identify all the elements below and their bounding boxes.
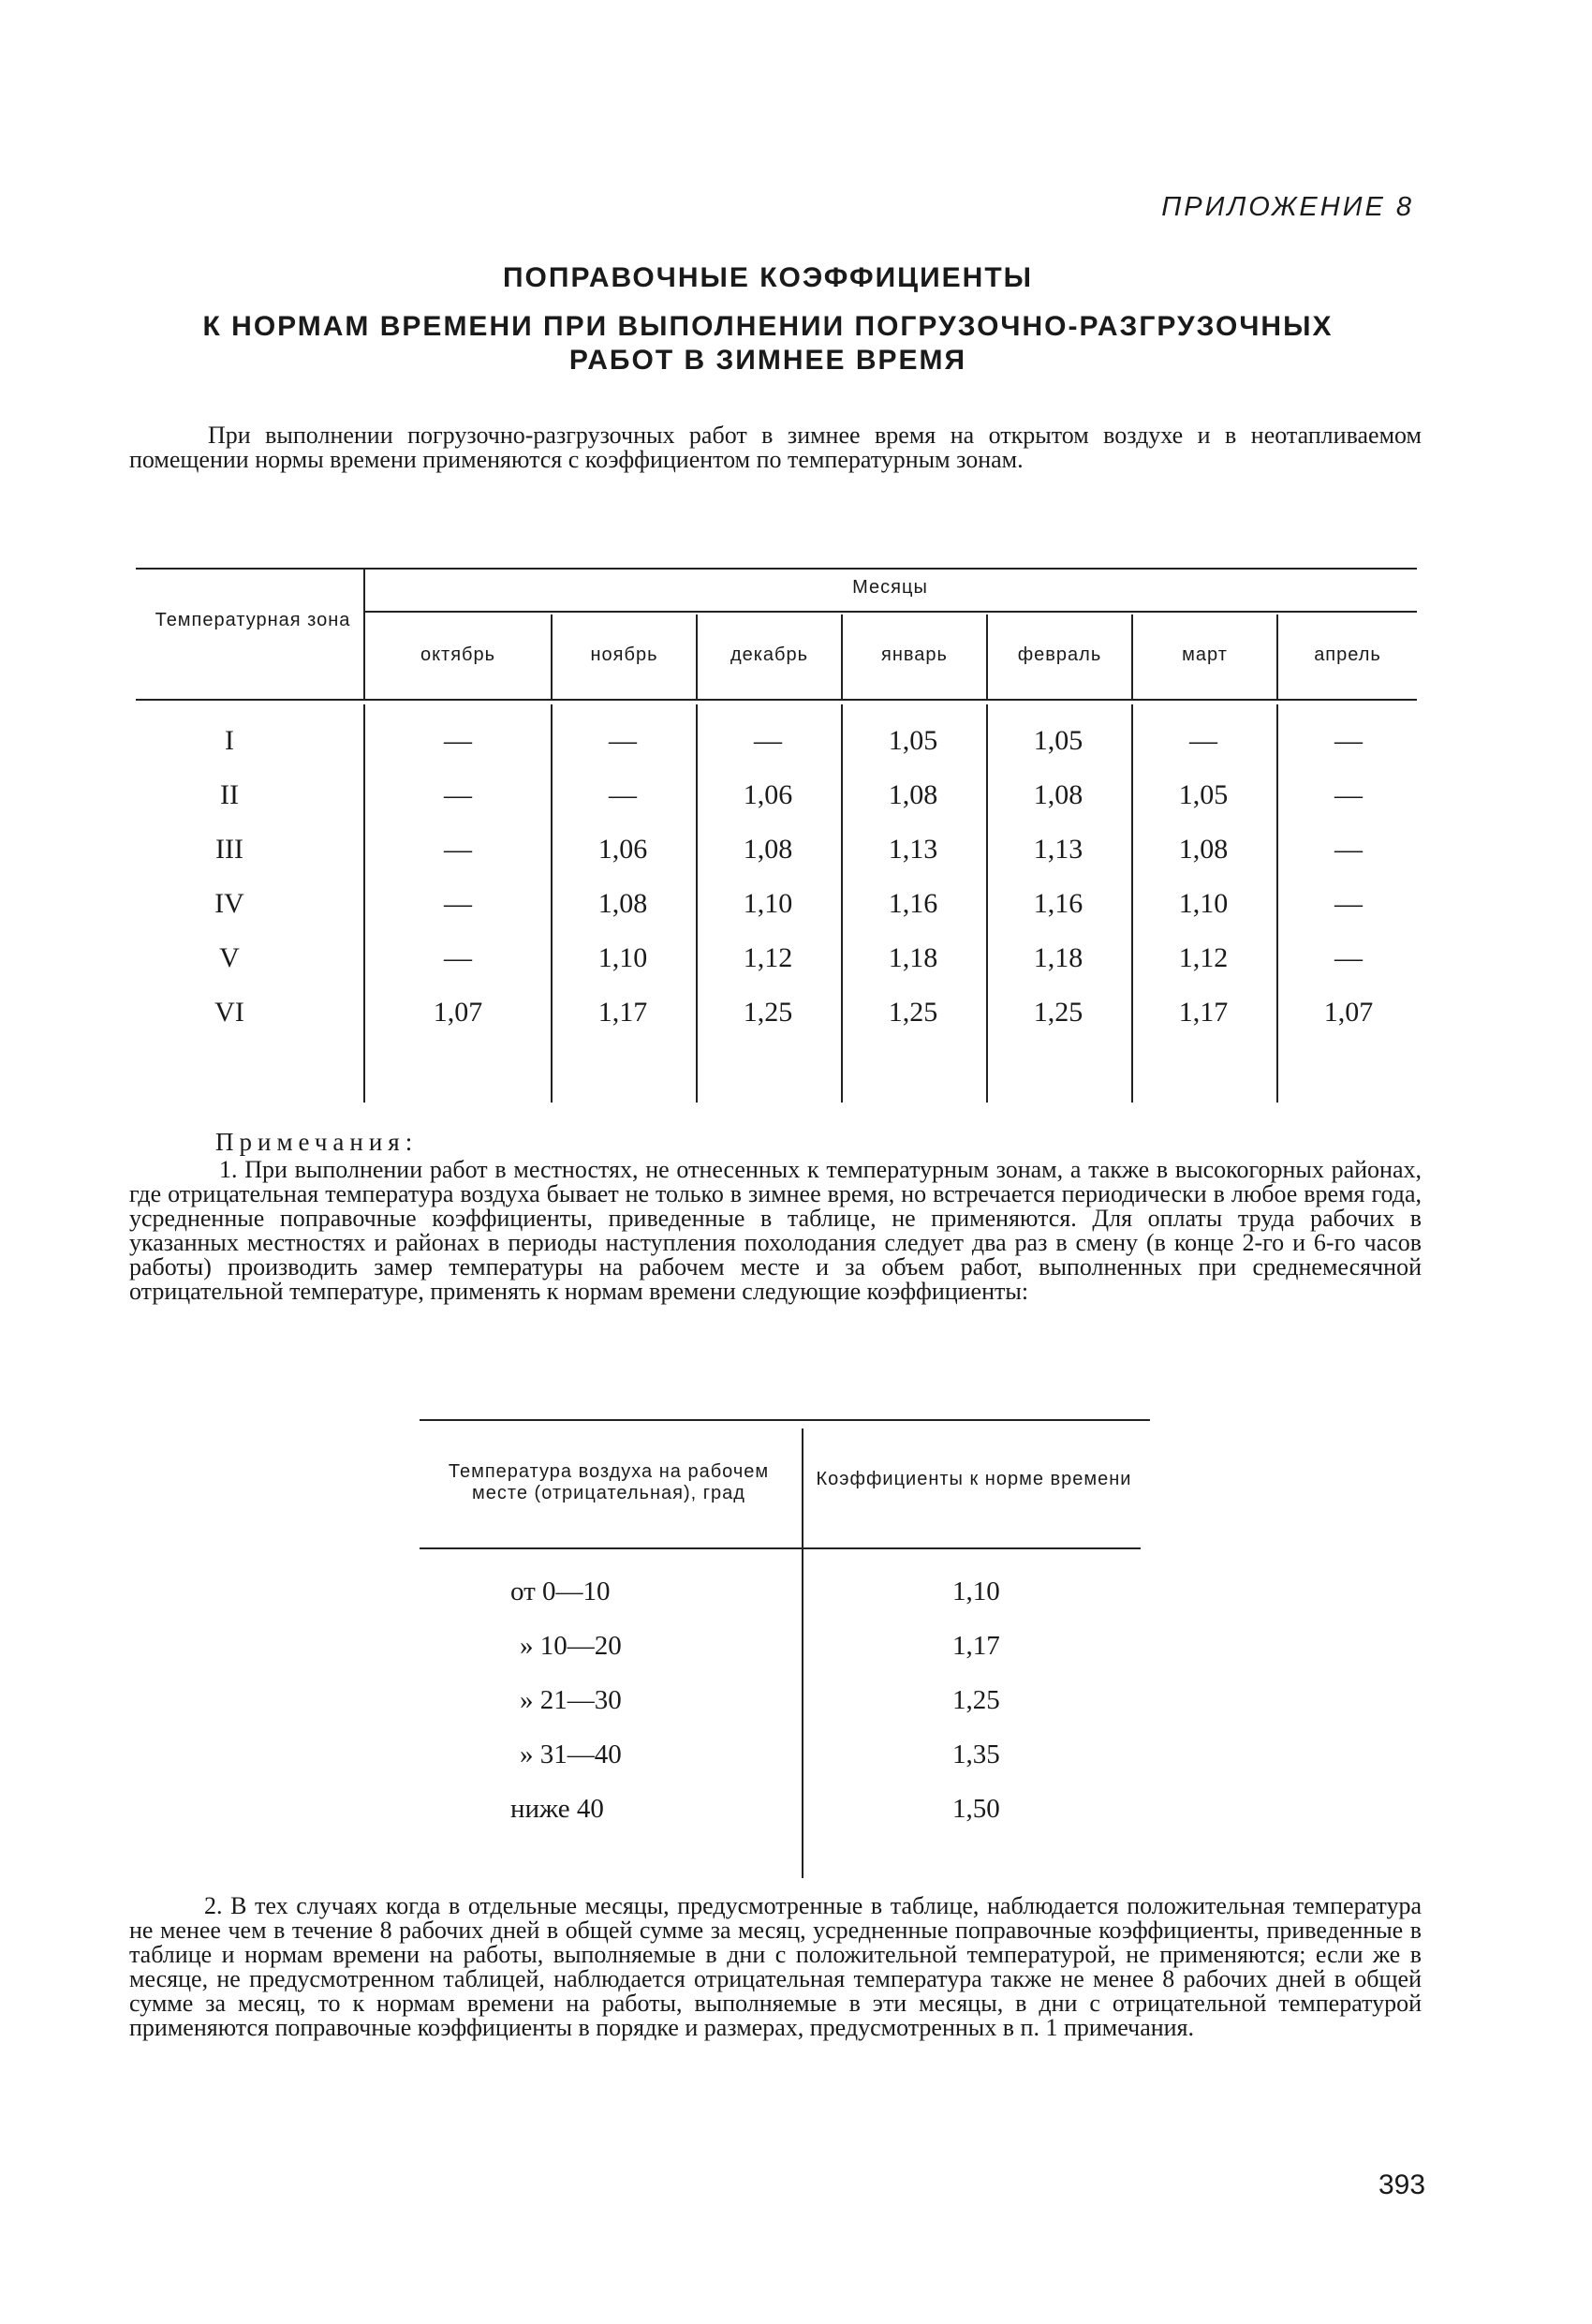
note-1: 1. При выполнении работ в местностях, не отнесенных к температурным зонам, а также в высокогорных районах, где отрицательная температура воздуха бывает не только в зимнее время, но встречается периодически в любое время года, усредненные поправочные коэффициенты, приведенные в таблице, не применяются. Для оплаты труда рабочих в указанных местностях и районах в периоды наступления похолодания следует два раз в смену (в конце 2-го и 6-го часов работы) производить замер температуры на рабочем месте и за объем работ, выполненных при среднемесячной отрицательной температуре, применять к нормам времени следующие коэффициенты: xyxy=(129,1156,1422,1305)
table-cell: — xyxy=(1334,834,1363,865)
table-cell: — xyxy=(754,725,782,756)
zone-label: III xyxy=(215,834,243,865)
months-header: Месяцы xyxy=(852,577,928,598)
month-header: декабрь xyxy=(730,644,809,665)
table-cell: 1,17 xyxy=(1178,997,1229,1028)
table-cell: 1,08 xyxy=(888,779,938,810)
table-cell: 1,18 xyxy=(1033,942,1083,973)
temp-coef: 1,10 xyxy=(952,1576,1000,1606)
table-cell: 1,08 xyxy=(743,834,793,865)
table-cell: — xyxy=(1334,779,1363,810)
month-header: март xyxy=(1182,644,1228,665)
table-cell: 1,10 xyxy=(597,942,648,973)
table-cell: 1,25 xyxy=(888,997,938,1028)
temp-table-top-rule xyxy=(420,1419,1150,1421)
zone-header: Температурная зона xyxy=(155,610,351,630)
table-cell: 1,17 xyxy=(597,997,648,1028)
temp-range: » 31—40 xyxy=(520,1739,622,1769)
body-col-divider xyxy=(363,704,365,1103)
zone-label: IV xyxy=(214,888,244,919)
appendix-label: ПРИЛОЖЕНИЕ 8 xyxy=(1161,192,1414,222)
temp-range: » 10—20 xyxy=(520,1631,622,1661)
temp-coef: 1,25 xyxy=(952,1685,1000,1715)
table-cell: 1,07 xyxy=(433,997,483,1028)
zone-label: I xyxy=(225,725,234,756)
table-cell: 1,07 xyxy=(1323,997,1374,1028)
month-header: ноябрь xyxy=(590,644,658,665)
table-cell: — xyxy=(444,834,472,865)
zone-label: VI xyxy=(214,997,244,1028)
table-top-rule xyxy=(136,568,1417,570)
table-cell: 1,25 xyxy=(743,997,793,1028)
table-cell: 1,10 xyxy=(1178,888,1229,919)
intro-paragraph: При выполнении погрузочно-разгрузочных работ в зимнее время на открытом воздухе и в неотапливаемом помещении нормы времени применяются с коэффициентом по температурным зонам. xyxy=(129,422,1422,473)
zone-label: V xyxy=(219,942,240,973)
page-title-line-2: К НОРМАМ ВРЕМЕНИ ПРИ ВЫПОЛНЕНИИ ПОГРУЗОЧНО-РАЗГРУЗОЧНЫХ xyxy=(202,311,1334,342)
temp-table-header-rule xyxy=(420,1547,1141,1549)
page-number: 393 xyxy=(1378,2169,1426,2200)
zone-label: II xyxy=(220,779,239,810)
table-cell: — xyxy=(444,888,472,919)
table-cell: — xyxy=(1334,942,1363,973)
page-title-line-3: РАБОТ В ЗИМНЕЕ ВРЕМЯ xyxy=(568,345,967,376)
months-rule xyxy=(363,611,1417,613)
table-cell: — xyxy=(444,942,472,973)
month-header: октябрь xyxy=(420,644,496,665)
table-cell: 1,06 xyxy=(597,834,648,865)
month-header: апрель xyxy=(1314,644,1381,665)
temp-coef: 1,17 xyxy=(952,1631,1000,1661)
temp-range: » 21—30 xyxy=(520,1685,622,1715)
table-cell: — xyxy=(444,779,472,810)
temp-table-divider xyxy=(802,1428,803,1878)
table-cell: 1,13 xyxy=(888,834,938,865)
table-cell: — xyxy=(444,725,472,756)
notes-heading: Примечания: xyxy=(215,1128,419,1156)
table-cell: 1,12 xyxy=(743,942,793,973)
table-cell: 1,08 xyxy=(1033,779,1083,810)
header-bottom-rule xyxy=(136,699,1417,701)
table-cell: — xyxy=(1334,888,1363,919)
temp-coef: 1,50 xyxy=(952,1794,1000,1824)
table-cell: 1,06 xyxy=(743,779,793,810)
temp-range: ниже 40 xyxy=(510,1794,604,1824)
table-cell: 1,12 xyxy=(1178,942,1229,973)
month-header: февраль xyxy=(1017,644,1102,665)
table-cell: — xyxy=(1189,725,1217,756)
temp-coef: 1,35 xyxy=(952,1739,1000,1769)
table-cell: 1,18 xyxy=(888,942,938,973)
table-cell: 1,05 xyxy=(1033,725,1083,756)
temp-header-right: Коэффициенты к норме времени xyxy=(816,1469,1132,1489)
temp-header-left: Температура воздуха на рабочем месте (отрицательная), град xyxy=(448,1461,770,1503)
table-cell: 1,13 xyxy=(1033,834,1083,865)
table-cell: — xyxy=(1334,725,1363,756)
page-title-line-1: ПОПРАВОЧНЫЕ КОЭФФИЦИЕНТЫ xyxy=(502,262,1034,293)
table-cell: 1,08 xyxy=(597,888,648,919)
table-cell: — xyxy=(609,725,637,756)
table-cell: 1,16 xyxy=(1033,888,1083,919)
temp-range: от 0—10 xyxy=(510,1576,611,1606)
table-cell: 1,25 xyxy=(1033,997,1083,1028)
table-cell: — xyxy=(609,779,637,810)
table-cell: 1,16 xyxy=(888,888,938,919)
table-cell: 1,05 xyxy=(1178,779,1229,810)
table-cell: 1,08 xyxy=(1178,834,1229,865)
month-header: январь xyxy=(881,644,948,665)
note-2: 2. В тех случаях когда в отдельные месяцы, предусмотренные в таблице, наблюдается положительная температура не менее чем в течение 8 рабочих дней в общей сумме за месяц, усредненные поправочные коэффициенты, приведенные в таблице и нормам времени на работы, выполняемые в дни с положительной температурой, не применяются; если же в месяце, не предусмотренном таблицей, наблюдается отрицательная температура также не менее 8 рабочих дней в общей сумме за месяц, то к нормам времени на работы, выполняемые в эти месяцы, в дни с отрицательной температурой применяются поправочные коэффициенты в порядке и размерах, предусмотренных в п. 1 примечания. xyxy=(129,1892,1422,2041)
table-cell: 1,05 xyxy=(888,725,938,756)
table-cell: 1,10 xyxy=(743,888,793,919)
